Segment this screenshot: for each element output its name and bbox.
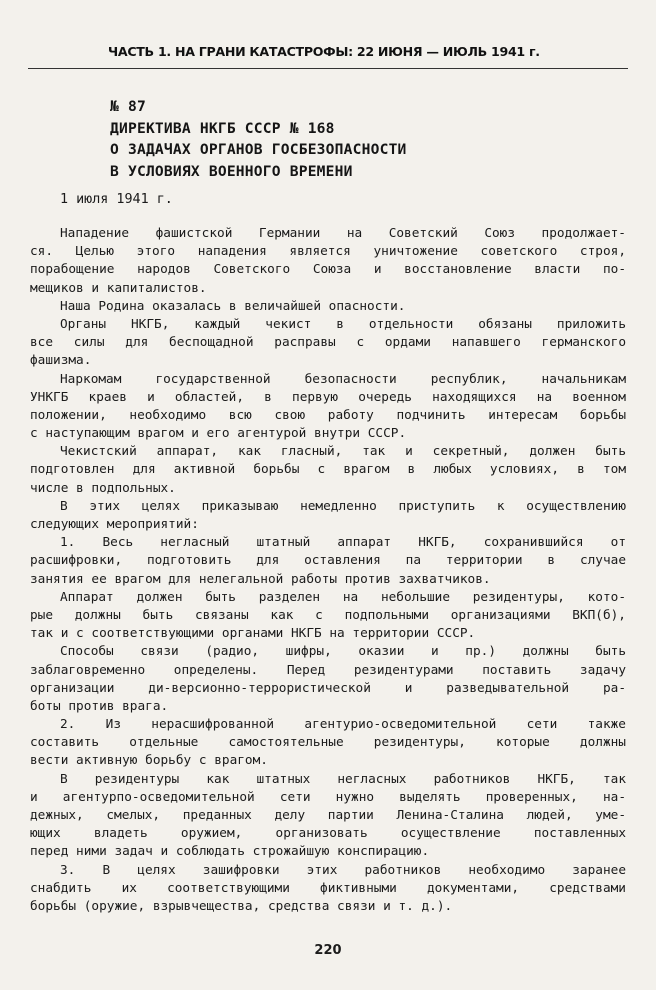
directive-title: ДИРЕКТИВА НКГБ СССР № 168 xyxy=(110,119,335,137)
paragraph-line: рые должны быть связаны как с подпольными организациями ВКП(б), xyxy=(30,607,626,623)
paragraph-line: 3. В целях зашифровки этих работников необходимо заранее xyxy=(60,862,626,878)
paragraph-line: перед ними задач и соблюдать строжайшую конспирацию. xyxy=(30,844,430,860)
paragraph-line: боты против врага. xyxy=(30,698,169,714)
paragraph-line: подготовлен для активной борьбы с врагом в любых условиях, в том xyxy=(30,462,626,478)
paragraph-line: Аппарат должен быть разделен на небольшие резидентуры, кото- xyxy=(60,589,626,605)
paragraph-line: вести активную борьбу с врагом. xyxy=(30,753,268,769)
document-title xyxy=(110,96,407,182)
running-header: ЧАСТЬ 1. НА ГРАНИ КАТАСТРОФЫ: 22 ИЮНЯ — ИЮЛЬ 1941 г. xyxy=(108,44,540,59)
paragraph xyxy=(30,643,626,716)
paragraph-line: Органы НКГБ, каждый чекист в отдельности обязаны приложить xyxy=(60,316,626,332)
paragraph-line: дежных, смелых, преданных делу партии Ленина-Сталина людей, уме- xyxy=(30,808,626,823)
paragraph-line: борьбы (оружие, взрывчещества, средства связи и т. д.). xyxy=(30,898,453,914)
paragraph-line: так и с соответствующими органами НКГБ на территории СССР. xyxy=(30,626,476,642)
paragraph-line: УНКГБ краев и областей, в первую очередь находящихся на военном xyxy=(30,389,626,405)
paragraph xyxy=(30,771,626,862)
paragraph-line: заблаговременно определены. Перед резидентурами поставить задачу xyxy=(30,662,626,678)
paragraph xyxy=(30,371,626,444)
document-number: № 87 xyxy=(110,98,146,115)
paragraph-line: Наркомам государственной безопасности республик, начальникам xyxy=(60,371,626,387)
paragraph-line: В этих целях приказываю немедленно приступить к осуществлению xyxy=(60,498,626,514)
paragraph xyxy=(30,534,626,589)
paragraph-line: снабдить их соответствующими фиктивными документами, средствами xyxy=(30,880,626,896)
header-divider xyxy=(28,68,628,69)
paragraph xyxy=(30,716,626,771)
document-date: 1 июля 1941 г. xyxy=(60,192,173,207)
paragraph-line: следующих мероприятий: xyxy=(30,517,199,532)
paragraph-line: положении, необходимо всю свою работу подчинить интересам борьбы xyxy=(30,407,626,423)
paragraph xyxy=(30,443,626,498)
paragraph-line: ющих владеть оружием, организовать осуществление поставленных xyxy=(30,826,626,842)
paragraph-line: 2. Из нерасшифрованной агентурио-осведомительной сети также xyxy=(60,717,626,733)
paragraph xyxy=(30,225,626,298)
paragraph-line: числе в подпольных. xyxy=(30,480,176,496)
paragraph-line: расшифровки, подготовить для оставления па территории в случае xyxy=(30,553,626,569)
paragraph xyxy=(30,298,626,316)
paragraph-line: занятия ее врагом для нелегальной работы против захватчиков. xyxy=(30,571,491,587)
paragraph-line: с наступающим врагом и его агентурой внутри СССР. xyxy=(30,426,407,442)
paragraph-line: ся. Целью этого нападения является уничтожение советского строя, xyxy=(30,244,626,260)
paragraph-line: организации ди-версионно-террористической и разведывательной ра- xyxy=(30,680,626,696)
paragraph-line: фашизма. xyxy=(30,353,92,369)
paragraph-line: составить отдельные самостоятельные резидентуры, которые должны xyxy=(30,735,626,751)
paragraph-line: Наша Родина оказалась в величайшей опасности. xyxy=(60,298,406,314)
paragraph xyxy=(30,316,626,371)
paragraph xyxy=(30,589,626,644)
directive-subject-line-1: О ЗАДАЧАХ ОРГАНОВ ГОСБЕЗОПАСНОСТИ xyxy=(110,141,407,158)
paragraph-line: Нападение фашистской Германии на Советский Союз продолжает- xyxy=(60,226,626,241)
paragraph-line: Чекистский аппарат, как гласный, так и секретный, должен быть xyxy=(60,444,626,460)
paragraph-line: и агентурпо-осведомительной сети нужно выделять проверенных, на- xyxy=(30,789,626,805)
paragraph-line: Способы связи (радио, шифры, оказии и пр.) должны быть xyxy=(60,644,626,660)
directive-subject-line-2: В УСЛОВИЯХ ВОЕННОГО ВРЕМЕНИ xyxy=(110,162,353,180)
document-body xyxy=(30,225,626,916)
paragraph xyxy=(30,498,626,534)
page-number: 220 xyxy=(314,943,342,958)
paragraph-line: 1. Весь негласный штатный аппарат НКГБ, сохранившийся от xyxy=(60,535,626,551)
paragraph-line: порабощение народов Советского Союза и восстановление власти по- xyxy=(30,262,626,278)
paragraph-line: мещиков и капиталистов. xyxy=(30,280,207,296)
paragraph xyxy=(30,862,626,917)
paragraph-line: В резидентуры как штатных негласных работников НКГБ, так xyxy=(60,771,626,787)
paragraph-line: все силы для беспощадной расправы с ордами напавшего германского xyxy=(30,335,626,351)
